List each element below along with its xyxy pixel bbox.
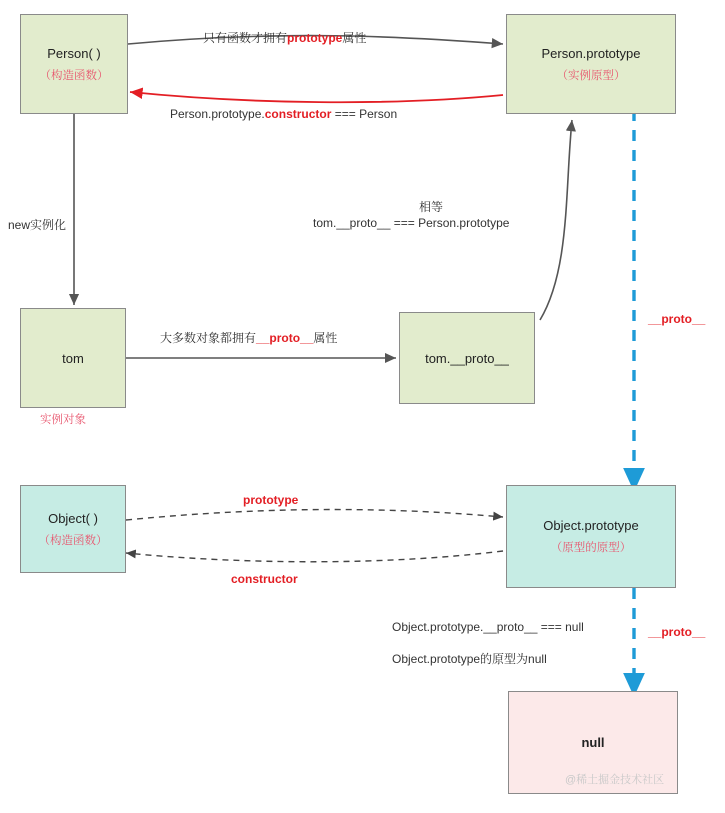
label-constructor-equality: Person.prototype.constructor === Person bbox=[170, 107, 398, 121]
node-tom-proto[interactable] bbox=[399, 312, 535, 404]
node-tom[interactable] bbox=[20, 308, 126, 408]
node-object-title: Object( ) bbox=[48, 510, 98, 526]
node-person[interactable] bbox=[20, 14, 128, 114]
label-prototype-keyword: prototype bbox=[287, 31, 343, 45]
node-object[interactable] bbox=[20, 485, 126, 573]
node-person-prototype[interactable] bbox=[506, 14, 676, 114]
label-constructor-keyword: constructor bbox=[264, 107, 332, 121]
label-proto-right-bottom: __proto__ bbox=[648, 625, 706, 639]
node-object-sub: （构造函数） bbox=[38, 534, 108, 547]
label-tom-instance: 实例对象 bbox=[40, 414, 86, 426]
node-object-prototype[interactable] bbox=[506, 485, 676, 588]
label-new-instance: new实例化 bbox=[8, 218, 67, 232]
label-object-proto-null: Object.prototype.__proto__ === null bbox=[392, 620, 584, 634]
label-prototype-dashed: prototype bbox=[243, 493, 299, 507]
node-person-sub: （构造函数） bbox=[39, 69, 109, 82]
node-tom-proto-title: tom.__proto__ bbox=[425, 350, 509, 366]
label-proto-keyword: __proto__ bbox=[256, 331, 314, 345]
label-tom-proto-equality: tom.__proto__ === Person.prototype bbox=[313, 216, 510, 230]
label-top-arrow: 只有函数才拥有prototype属性 bbox=[203, 31, 367, 45]
node-object-prototype-sub: （原型的原型） bbox=[550, 542, 632, 554]
label-equal: 相等 bbox=[419, 200, 444, 214]
watermark: @稀土掘金技术社区 bbox=[565, 774, 665, 786]
node-person-title: Person( ) bbox=[47, 45, 101, 61]
node-null-title: null bbox=[581, 735, 605, 750]
label-object-proto-null-cn: Object.prototype的原型为null bbox=[392, 652, 547, 666]
label-most-objects-proto: 大多数对象都拥有__proto__属性 bbox=[160, 331, 338, 345]
label-constructor-dashed: constructor bbox=[231, 572, 298, 586]
label-proto-right-top: __proto__ bbox=[648, 312, 706, 326]
node-object-prototype-title: Object.prototype bbox=[543, 518, 639, 533]
node-person-prototype-title: Person.prototype bbox=[541, 45, 641, 61]
node-person-prototype-sub: （实例原型） bbox=[556, 69, 626, 82]
node-tom-title: tom bbox=[62, 350, 84, 366]
